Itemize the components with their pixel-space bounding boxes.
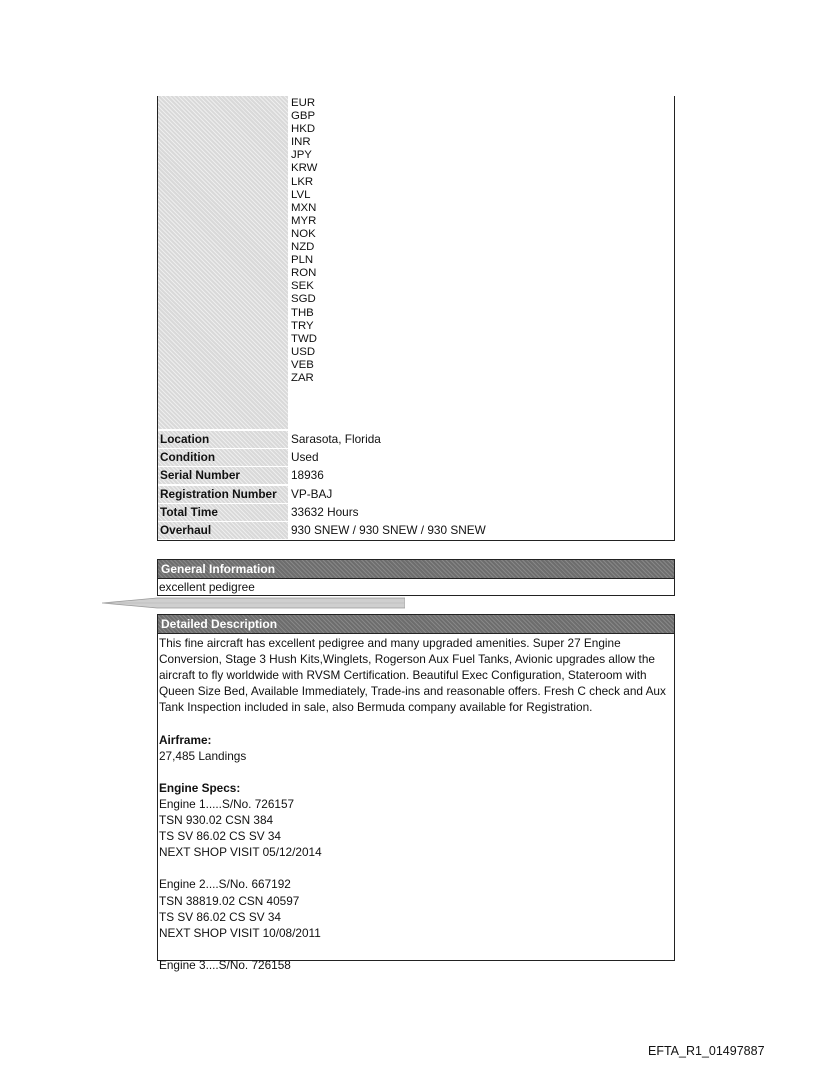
currency-item: SEK xyxy=(291,280,314,293)
currency-item: INR xyxy=(291,136,311,149)
currency-item: JPY xyxy=(291,149,312,162)
engine-specs-label: Engine Specs: xyxy=(159,780,241,795)
spec-label: Registration Number xyxy=(158,486,288,503)
spec-table xyxy=(158,431,674,540)
currency-item: MXN xyxy=(291,201,317,214)
spec-row-total-time xyxy=(158,504,674,522)
description-paragraph: This fine aircraft has excellent pedigree and many upgraded amenities. Super 27 Engine Conversion, Stage 3 Hush Kits,Winglets, Rogerson Aux Fuel Tanks, Avionic upgrades allow the aircraft to fly worldwide with RVSM Certification. Beautiful Exec Configuration, Stateroom with Queen Size Bed, Available Immediately, Trade-ins and reasonable offers. Fresh C check and Aux Tank Inspection included in sale, also Bermuda company available for Registration. xyxy=(159,636,666,715)
detailed-description-header: Detailed Description xyxy=(158,615,674,634)
currency-item: TWD xyxy=(291,332,317,345)
spec-row-condition xyxy=(158,449,674,467)
engine2-line: TSN 38819.02 CSN 40597 xyxy=(159,893,300,908)
spec-row-registration-number xyxy=(158,486,674,504)
airframe-label: Airframe: xyxy=(159,732,212,747)
currency-item: PLN xyxy=(291,254,314,267)
currency-item: KRW xyxy=(291,162,318,175)
engine2-line: TS SV 86.02 CS SV 34 xyxy=(159,909,281,924)
currency-item: EUR xyxy=(291,97,316,109)
currency-item: NOK xyxy=(291,227,316,240)
currency-item: USD xyxy=(291,345,316,358)
currency-item: GBP xyxy=(291,110,316,123)
currency-item: HKD xyxy=(291,123,316,136)
engine2-line: Engine 2....S/No. 667192 xyxy=(159,877,291,892)
currency-item: RON xyxy=(291,267,317,280)
spec-label: Total Time xyxy=(158,504,288,521)
listing-table xyxy=(157,96,675,541)
spec-row-serial-number xyxy=(158,467,674,485)
spec-value: 930 SNEW / 930 SNEW / 930 SNEW xyxy=(291,522,486,537)
detailed-description-body xyxy=(158,634,674,973)
spec-value: Sarasota, Florida xyxy=(291,432,381,446)
general-information-header: General Information xyxy=(158,560,674,579)
spec-value: Used xyxy=(291,450,319,465)
airframe-landings: 27,485 Landings xyxy=(159,748,247,763)
document-id-footer: EFTA_R1_01497887 xyxy=(648,1044,765,1058)
currency-item: ZAR xyxy=(291,371,314,384)
currency-item: LKR xyxy=(291,175,314,188)
spec-value: VP-BAJ xyxy=(291,486,333,501)
spec-value: 18936 xyxy=(291,468,324,483)
currency-item: VEB xyxy=(291,358,314,371)
engine2-line: NEXT SHOP VISIT 10/08/2011 xyxy=(159,925,321,940)
engine1-line: TSN 930.02 CSN 384 xyxy=(159,813,274,828)
currency-item: THB xyxy=(291,306,314,319)
engine1-line: TS SV 86.02 CS SV 34 xyxy=(159,829,281,844)
currency-item: TRY xyxy=(291,319,314,332)
decorative-divider xyxy=(102,597,405,609)
spec-label: Overhaul xyxy=(158,522,288,539)
currency-list xyxy=(291,97,317,385)
spec-row-overhaul xyxy=(158,522,674,540)
spec-label: Serial Number xyxy=(158,467,288,484)
general-information-section xyxy=(157,559,675,596)
detailed-description-section xyxy=(157,614,675,972)
spec-value: 33632 Hours xyxy=(291,504,359,519)
spec-label: Location xyxy=(158,431,288,448)
engine1-line: Engine 1.....S/No. 726157 xyxy=(159,796,295,811)
spec-row-location xyxy=(158,431,674,449)
spec-label: Condition xyxy=(158,449,288,466)
engine1-line: NEXT SHOP VISIT 05/12/2014 xyxy=(159,845,322,860)
currency-item: SGD xyxy=(291,293,316,306)
engine3-line: Engine 3....S/No. 726158 xyxy=(159,957,291,972)
currency-item: LVL xyxy=(291,188,311,201)
currency-item: MYR xyxy=(291,214,317,227)
general-information-text: excellent pedigree xyxy=(159,580,255,594)
currency-item: NZD xyxy=(291,241,315,254)
currency-label-cell xyxy=(158,96,288,429)
